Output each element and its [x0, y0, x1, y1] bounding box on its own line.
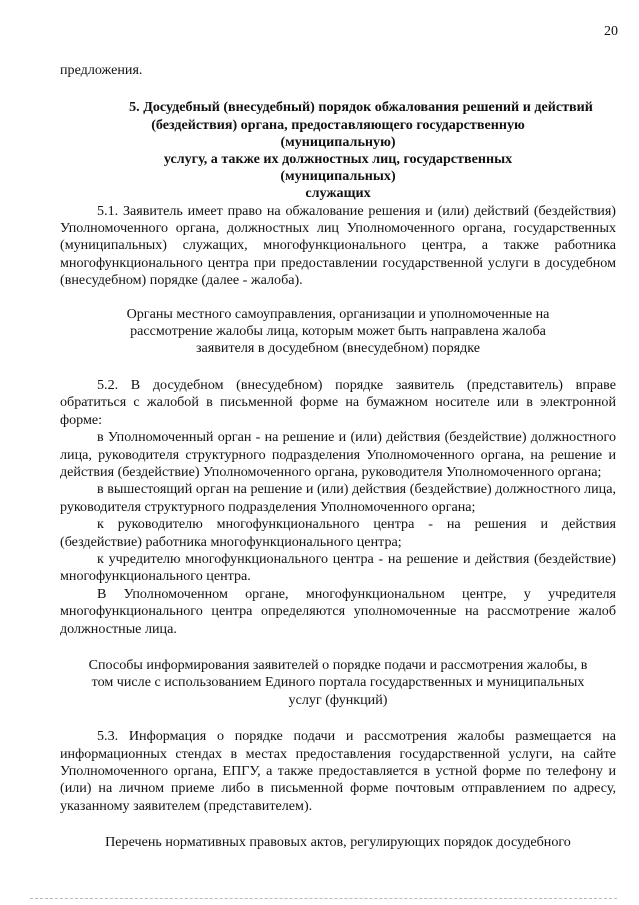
subheading-legal-acts: Перечень нормативных правовых актов, регулирующих порядок досудебного: [105, 834, 571, 851]
section-heading-line: служащих: [305, 185, 371, 202]
document-body: [60, 62, 616, 852]
paragraph-5-2: 5.2. В досудебном (внесудебном) порядке заявитель (представитель) вправе обратиться с жалобой в письменной форме на бумажном носителе или в электронной форме:: [60, 376, 616, 428]
paragraph-5-2-item: В Уполномоченном органе, многофункциональном центре, у учредителя многофункционального центра определяются уполномоченные на рассмотрение жалоб должностные лица.: [60, 585, 616, 637]
scan-edge-line: [30, 898, 617, 899]
paragraph-5-3: 5.3. Информация о порядке подачи и рассмотрения жалобы размещается на информационных стендах в местах предоставления государственной услуги, на сайте Уполномоченного органа, ЕПГУ, а также предоставляется в устной форме по телефону и (или) на личном приеме либо в письменной форме почтовым отправлением по адресу, указанному заявителем (представителем).: [60, 728, 616, 814]
section-heading-line: (муниципальную): [280, 133, 396, 150]
section-heading-line: (муниципальных): [280, 168, 396, 185]
section-heading-line: 5. Досудебный (внесудебный) порядок обжалования решений и действий: [129, 99, 593, 116]
page-number: 20: [604, 24, 618, 39]
paragraph-5-2-item: к руководителю многофункционального центра - на решения и действия (бездействие) работника многофункционального центра;: [60, 516, 616, 550]
subheading-informing-methods: Способы информирования заявителей о порядке подачи и рассмотрения жалобы, в том числе с использованием Единого портала государственных и муниципальных услуг (функций): [88, 656, 588, 708]
section-heading-line: (бездействия) органа, предоставляющего государственную: [151, 116, 525, 133]
subheading-appeal-bodies: Органы местного самоуправления, организации и уполномоченные на рассмотрение жалобы лица, которым может быть направлена жалоба заявителя в досудебном (внесудебном) порядке: [126, 305, 550, 357]
paragraph-5-2-item: в вышестоящий орган на решение и (или) действия (бездействие) должностного лица, руководителя структурного подразделения Уполномоченного органа;: [60, 481, 616, 515]
paragraph-5-1: 5.1. Заявитель имеет право на обжалование решения и (или) действий (бездействия) Уполномоченного органа, должностных лиц Уполномоченного органа, государственных (муниципальных) служащих, многофункционального центра, а также работника многофункционального центра при предоставлении государственной услуги в досудебном (внесудебном) порядке (далее - жалоба).: [60, 202, 616, 289]
section-heading-line: услугу, а также их должностных лиц, государственных: [163, 151, 513, 168]
paragraph-5-2-item: в Уполномоченный орган - на решение и (или) действия (бездействие) должностного лица, руководителя структурного подразделения Уполномоченного органа, на решение и действия (бездействие) Уполномоченного органа, руководителя Уполномоченного органа;: [60, 429, 616, 480]
section-heading: [60, 99, 616, 202]
intro-fragment: предложения.: [60, 62, 143, 78]
paragraph-5-2-item: к учредителю многофункционального центра - на решение и действия (бездействие) многофункционального центра.: [60, 550, 616, 585]
